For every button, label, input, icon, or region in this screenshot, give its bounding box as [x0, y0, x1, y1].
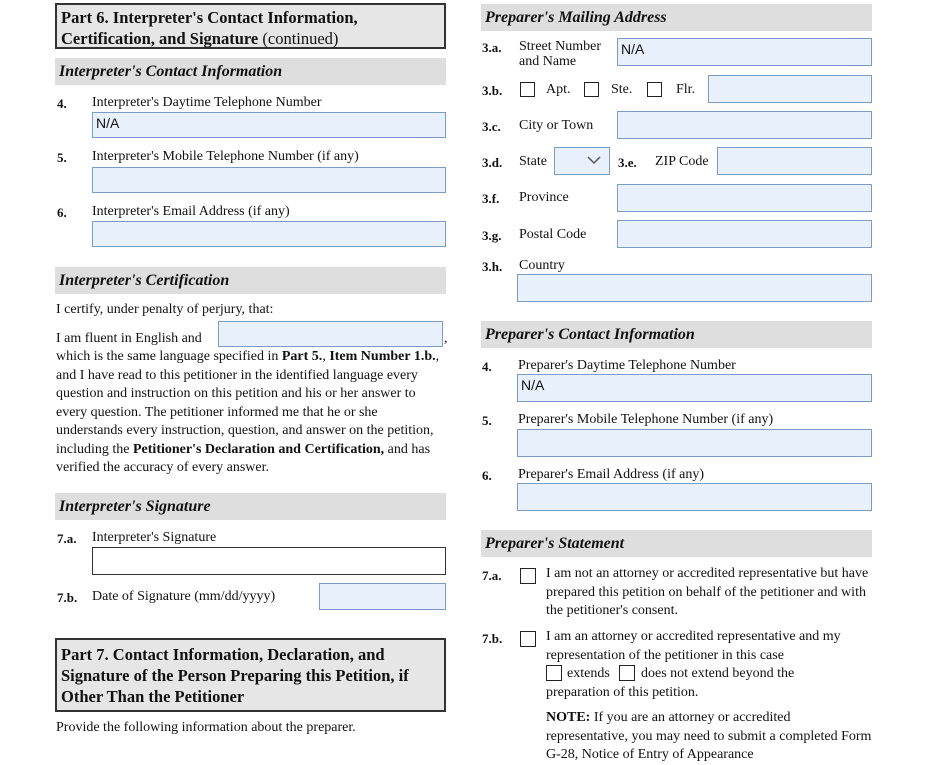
state-select[interactable]: [554, 147, 610, 175]
preparer-contact-heading: Preparer's Contact Information: [481, 321, 872, 348]
cert-declaration: Petitioner's Declaration and Certification,: [133, 441, 385, 457]
part7-header: [55, 638, 446, 712]
ste-label: Ste.: [611, 82, 633, 97]
language-comma: ,: [444, 331, 448, 346]
cert-text-g: and has verified the accuracy of every answer.: [56, 441, 431, 475]
prep-mobile-phone-field[interactable]: [517, 429, 872, 457]
interp-mobile-num: 5.: [57, 150, 67, 165]
language-field[interactable]: [218, 321, 443, 347]
not-extend-label: does not extend beyond the: [641, 666, 795, 681]
apt-checkbox[interactable]: [520, 82, 535, 97]
part6-title: Part 6. Interpreter's Contact Information, Certification, and Signature: [61, 8, 358, 48]
postal-code-field[interactable]: [617, 220, 872, 248]
preparer-mailing-heading: Preparer's Mailing Address: [481, 4, 872, 31]
interp-mobile-phone-field[interactable]: [92, 167, 446, 193]
certification-paragraph: [56, 348, 448, 478]
province-field[interactable]: [617, 184, 872, 212]
note-label: NOTE:: [546, 710, 591, 725]
stmt-a-text: I am not an attorney or accredited representative but have prepared this petition on behalf of the petitioner and with the petitioner's consent.: [546, 566, 869, 618]
cert-text-e: , and I have read to this petitioner in the identified language every question and instruction on this petition and his or her answer to every question. The petitioner informed me that he or she understands every instruction, question, and answer on the petition, including the: [56, 349, 440, 457]
unit-num: 3.b.: [482, 83, 503, 98]
city-num: 3.c.: [482, 119, 501, 134]
cert-item-number: Item Number 1.b.: [329, 349, 436, 364]
street-field[interactable]: N/A: [617, 38, 872, 66]
interp-mobile-label: Interpreter's Mobile Telephone Number (if any): [92, 149, 359, 164]
interpreter-signature-heading: Interpreter's Signature: [55, 493, 446, 520]
cert-text-c: ,: [322, 349, 330, 364]
interpreter-certification-heading: Interpreter's Certification: [55, 267, 446, 294]
city-label: City or Town: [519, 118, 594, 133]
unit-number-field[interactable]: [708, 75, 872, 103]
chevron-down-icon: [587, 156, 601, 165]
stmt-a-num: 7.a.: [482, 568, 502, 583]
fluent-label: I am fluent in English and: [56, 331, 202, 346]
postal-label: Postal Code: [519, 227, 587, 242]
interpreter-contact-heading: Interpreter's Contact Information: [55, 58, 446, 85]
prep-mobile-num: 5.: [482, 413, 492, 428]
ste-checkbox[interactable]: [584, 82, 599, 97]
interp-email-field[interactable]: [92, 221, 446, 247]
flr-checkbox[interactable]: [647, 82, 662, 97]
attorney-checkbox[interactable]: [520, 631, 536, 647]
country-num: 3.h.: [482, 259, 503, 274]
note-paragraph: [546, 709, 874, 765]
zip-num: 3.e.: [618, 155, 637, 170]
part7-intro: Provide the following information about the preparer.: [56, 720, 356, 735]
country-field[interactable]: [517, 274, 872, 302]
interp-date-num: 7.b.: [57, 590, 78, 605]
country-label: Country: [519, 258, 565, 273]
part7-title: Part 7. Contact Information, Declaration, and Signature of the Person Preparing this Petition, if Other Than the Petitioner: [61, 645, 409, 706]
street-label: Street Number and Name: [519, 39, 602, 69]
province-label: Province: [519, 190, 569, 205]
state-label: State: [519, 154, 547, 169]
apt-label: Apt.: [546, 82, 571, 97]
zip-label: ZIP Code: [655, 154, 709, 169]
stmt-b-tail: preparation of this petition.: [546, 685, 699, 700]
not-extend-checkbox[interactable]: [619, 665, 635, 681]
interp-phone-label: Interpreter's Daytime Telephone Number: [92, 95, 322, 110]
interp-email-label: Interpreter's Email Address (if any): [92, 204, 290, 219]
prep-mobile-label: Preparer's Mobile Telephone Number (if any): [518, 412, 774, 427]
certify-line: I certify, under penalty of perjury, that:: [56, 302, 274, 317]
zip-field[interactable]: [717, 147, 872, 175]
interp-email-num: 6.: [57, 205, 67, 220]
interp-daytime-phone-field[interactable]: N/A: [92, 112, 446, 138]
prep-email-field[interactable]: [517, 483, 872, 511]
note-text: If you are an attorney or accredited representative, you may need to submit a completed Form G-28, Notice of Entry of Appearance: [546, 710, 872, 762]
interp-sig-num: 7.a.: [57, 531, 77, 546]
interp-sig-label: Interpreter's Signature: [92, 530, 217, 545]
street-num: 3.a.: [482, 40, 502, 55]
prep-phone-label: Preparer's Daytime Telephone Number: [518, 358, 736, 373]
stmt-b-num: 7.b.: [482, 631, 503, 646]
interp-signature-field[interactable]: [92, 547, 446, 575]
province-num: 3.f.: [482, 191, 500, 206]
interp-date-label: Date of Signature (mm/dd/yyyy): [92, 589, 276, 604]
cert-part5: Part 5.: [281, 349, 323, 364]
part6-title-continued: (continued): [258, 29, 339, 48]
not-attorney-checkbox[interactable]: [520, 568, 536, 584]
interp-date-field[interactable]: [319, 583, 446, 610]
interp-phone-num: 4.: [57, 96, 67, 111]
stmt-b-text: I am an attorney or accredited representative and my representation of the petitioner in this case: [546, 629, 841, 663]
preparer-statement-heading: Preparer's Statement: [481, 530, 872, 557]
extends-checkbox[interactable]: [546, 665, 562, 681]
prep-email-label: Preparer's Email Address (if any): [518, 467, 705, 482]
prep-daytime-phone-field[interactable]: N/A: [517, 374, 872, 402]
prep-email-num: 6.: [482, 468, 492, 483]
flr-label: Flr.: [676, 82, 696, 97]
city-field[interactable]: [617, 111, 872, 139]
prep-phone-num: 4.: [482, 359, 492, 374]
extends-label: extends: [567, 666, 610, 681]
postal-num: 3.g.: [482, 228, 502, 243]
state-num: 3.d.: [482, 155, 503, 170]
cert-text-a: which is the same language specified in: [56, 349, 282, 364]
part6-header: [55, 3, 446, 49]
